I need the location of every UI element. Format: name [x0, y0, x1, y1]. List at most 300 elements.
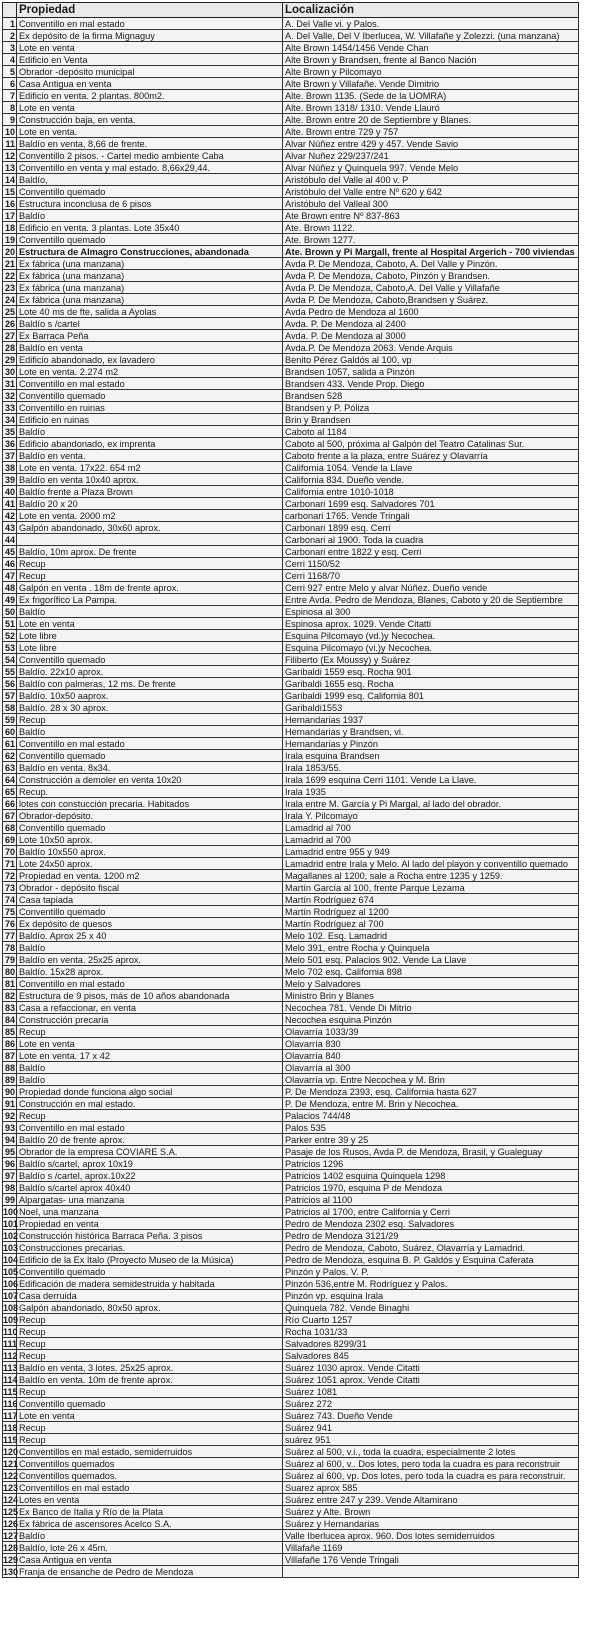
row-number: 78 [3, 942, 17, 954]
row-property: Casa tapiada [17, 894, 283, 906]
row-number: 120 [3, 1446, 19, 1457]
row-number: 28 [3, 342, 17, 354]
row-number: 81 [3, 978, 17, 990]
row-number: 115 [3, 1386, 18, 1397]
row-location: Espinosa al 300 [283, 606, 579, 618]
row-number: 111 [3, 1338, 18, 1349]
table-row [3, 1194, 579, 1206]
row-number: 105 [3, 1266, 19, 1277]
table-row [3, 318, 579, 330]
row-number: 33 [3, 402, 17, 414]
table-row [3, 114, 579, 126]
row-number: 116 [3, 1398, 18, 1409]
header-location: Localización [283, 3, 579, 18]
row-location: Irala 1853/55. [283, 762, 579, 774]
table-row [3, 930, 579, 942]
table-row [3, 474, 579, 486]
row-number: 54 [3, 654, 17, 666]
table-row [3, 1326, 579, 1338]
table-row [3, 1134, 579, 1146]
table-row [3, 258, 579, 270]
row-property: Obrador de la empresa COVIARE S.A. [17, 1146, 283, 1158]
row-location: Alvar Núñez y Quinquela 997. Vende Melo [283, 162, 579, 174]
row-location: Necochea esquina Pinzón [283, 1014, 579, 1026]
table-row [3, 1062, 579, 1074]
table-row [3, 1086, 579, 1098]
property-table [2, 2, 579, 1578]
table-row [3, 582, 579, 594]
row-number: 30 [3, 366, 17, 378]
row-property: Baldío s /cartel, aprox.10x22 [17, 1170, 283, 1182]
row-location: Carbonari entre 1822 y esq. Cerri [283, 546, 579, 558]
table-row [3, 306, 579, 318]
row-property: Conventillo en mal estado [17, 978, 283, 990]
table-row [3, 678, 579, 690]
row-location: Suárez al 500, v.i., toda la cuadra, especialmente 2 lotes [283, 1446, 579, 1458]
row-number: 94 [3, 1134, 17, 1146]
row-property: Construcción precaria [17, 1014, 283, 1026]
row-property: Lote en venta. 2.274 m2 [17, 366, 283, 378]
row-property: Baldío, lote 26 x 45m. [17, 1542, 283, 1554]
row-number: 102 [3, 1230, 19, 1241]
row-location: Cerri 927 entre Melo y alvar Núñez. Dueño vende [283, 582, 579, 594]
row-location: Patricios 1402 esquina Quinquela 1298 [283, 1170, 579, 1182]
row-property: Baldío, 10m aprox. De frente [17, 546, 283, 558]
row-property: Alpargatas- una manzana [17, 1194, 283, 1206]
row-number: 20 [3, 246, 17, 258]
row-number: 37 [3, 450, 17, 462]
table-row [3, 294, 579, 306]
row-number: 27 [3, 330, 17, 342]
table-row [3, 1458, 579, 1470]
table-row [3, 1026, 579, 1038]
table-row [3, 1302, 579, 1314]
table-row [3, 630, 579, 642]
row-number: 114 [3, 1374, 18, 1385]
row-location: Cerri 1168/70 [283, 570, 579, 582]
table-row [3, 330, 579, 342]
row-number: 126 [3, 1518, 19, 1529]
row-number: 15 [3, 186, 17, 198]
table-row [3, 858, 579, 870]
row-property: Baldío [17, 606, 283, 618]
row-property: Recup [17, 1326, 283, 1338]
row-number: 128 [3, 1542, 19, 1553]
table-row [3, 510, 579, 522]
row-location: Olavarría vp. Entre Necochea y M. Brin [283, 1074, 579, 1086]
row-property: Propiedad en venta [17, 1218, 283, 1230]
row-location: Avda P. De Mendoza, Caboto,Brandsen y Suárez. [283, 294, 579, 306]
row-number: 85 [3, 1026, 17, 1038]
row-location: Irala entre M. García y Pi Margal, al lado del obrador. [283, 798, 579, 810]
table-row [3, 366, 579, 378]
row-property: Baldío [17, 1074, 283, 1086]
row-location: Ministro Brin y Blanes [283, 990, 579, 1002]
table-row [3, 642, 579, 654]
row-location: Olavarría 840 [283, 1050, 579, 1062]
row-number: 89 [3, 1074, 17, 1086]
row-location: Garibaldi 1999 esq. California 801 [283, 690, 579, 702]
row-location: Garibaldi 1559 esq. Rocha 901 [283, 666, 579, 678]
table-row [3, 534, 579, 546]
table-row [3, 546, 579, 558]
row-location: Pinzón y Palos. V. P. [283, 1266, 579, 1278]
row-number: 68 [3, 822, 17, 834]
table-row [3, 1554, 579, 1566]
row-property: Lotes en venta [17, 1494, 283, 1506]
table-row [3, 1218, 579, 1230]
row-number: 55 [3, 666, 17, 678]
table-row [3, 918, 579, 930]
row-location: Martín García al 100, frente Parque Lezama [283, 882, 579, 894]
row-property: Lote en venta. [17, 126, 283, 138]
row-number: 64 [3, 774, 17, 786]
row-number: 109 [3, 1314, 19, 1325]
table-row [3, 906, 579, 918]
row-property: Conventillo quemado [17, 1266, 283, 1278]
table-row [3, 1230, 579, 1242]
row-location: Alte Brown y Brandsen, frente al Banco Nación [283, 54, 579, 66]
row-location: Parker entre 39 y 25 [283, 1134, 579, 1146]
row-location: Caboto frente a la plaza, entre Suárez y Olavarría [283, 450, 579, 462]
row-location: Brin y Brandsen [283, 414, 579, 426]
row-location: Ate. Brown 1277. [283, 234, 579, 246]
row-location: Brandsen 1057, salida a Pinzón [283, 366, 579, 378]
row-location: Avda P. De Mendoza, Caboto, Pinzón y Brandsen. [283, 270, 579, 282]
row-location: Brandsen y P. Póliza [283, 402, 579, 414]
row-number: 75 [3, 906, 17, 918]
row-property: Baldío [17, 1530, 283, 1542]
row-number: 56 [3, 678, 17, 690]
table-row [3, 426, 579, 438]
row-number: 22 [3, 270, 17, 282]
row-number: 92 [3, 1110, 17, 1122]
table-row [3, 570, 579, 582]
row-property: Conventillos en mal estado [17, 1482, 283, 1494]
row-property [17, 534, 283, 546]
row-property: Ex fábrica (una manzana) [17, 270, 283, 282]
row-property: Lote en venta [17, 1038, 283, 1050]
row-property: Lote 24x50 aprox. [17, 858, 283, 870]
row-location: Martín Rodríguez al 1200 [283, 906, 579, 918]
row-property: Recup [17, 1026, 283, 1038]
table-row [3, 1206, 579, 1218]
table-row [3, 1314, 579, 1326]
row-number: 107 [3, 1290, 19, 1301]
row-property: Edificio en venta. 2 plantas. 800m2. [17, 90, 283, 102]
row-location: Olavarría 1033/39 [283, 1026, 579, 1038]
table-row [3, 558, 579, 570]
row-property: Recup [17, 1110, 283, 1122]
table-row [3, 690, 579, 702]
row-location: Caboto al 500, próxima al Galpón del Teatro Catalinas Sur. [283, 438, 579, 450]
row-location: Hernandarias 1937 [283, 714, 579, 726]
table-row [3, 126, 579, 138]
row-location: Alte Brown y Pilcomayo [283, 66, 579, 78]
row-property: Baldío en venta. 10m de frente aprox. [17, 1374, 283, 1386]
row-location: Alvar Núñez entre 429 y 457. Vende Savio [283, 138, 579, 150]
row-number: 108 [3, 1302, 19, 1313]
row-location: Brandsen 433. Vende Prop. Diego [283, 378, 579, 390]
row-property: Noel, una manzana [17, 1206, 283, 1218]
row-number: 1 [3, 18, 17, 30]
table-row [3, 894, 579, 906]
row-location: Avda. P. De Mendoza al 3000 [283, 330, 579, 342]
row-location: Alte. Brown entre 729 y 757 [283, 126, 579, 138]
table-row [3, 1074, 579, 1086]
row-property: Recup [17, 714, 283, 726]
row-property: Baldío en venta. 8x34. [17, 762, 283, 774]
row-location: Avda. P. De Mendoza al 2400 [283, 318, 579, 330]
row-property: Propiedad donde funciona algo social [17, 1086, 283, 1098]
row-number: 50 [3, 606, 17, 618]
table-row [3, 402, 579, 414]
row-number: 119 [3, 1434, 18, 1445]
row-number: 80 [3, 966, 17, 978]
row-location: Cerri 1150/52 [283, 558, 579, 570]
row-property: Baldío [17, 210, 283, 222]
row-number: 11 [3, 138, 17, 150]
row-property: Ex depósito de la firma Mignaguy [17, 30, 283, 42]
row-property: Baldío. 28 x 30 aprox. [17, 702, 283, 714]
row-property: Conventillo en mal estado [17, 1122, 283, 1134]
row-property: Estructura de Almagro Construcciones, abandonada [17, 246, 283, 258]
row-property: Conventillo quemado [17, 750, 283, 762]
table-row [3, 1350, 579, 1362]
row-location: Alvar Nuñez 229/237/241 [283, 150, 579, 162]
row-number: 29 [3, 354, 17, 366]
row-property: Baldío frente a Plaza Brown [17, 486, 283, 498]
row-location: Irala 1699 esquina Cerri 1101. Vende La Llave. [283, 774, 579, 786]
table-row [3, 498, 579, 510]
row-number: 46 [3, 558, 17, 570]
row-property: Conventillo 2 pisos. - Cartel medio ambiente Caba [17, 150, 283, 162]
table-row [3, 210, 579, 222]
row-property: Edificio abandonado, ex lavadero [17, 354, 283, 366]
row-property: Edificación de madera semidestruida y habitada [17, 1278, 283, 1290]
row-number: 7 [3, 90, 17, 102]
row-number: 42 [3, 510, 17, 522]
row-number: 73 [3, 882, 17, 894]
table-row [3, 270, 579, 282]
table-row [3, 1122, 579, 1134]
row-number: 117 [3, 1410, 18, 1421]
row-property: Baldío 10x550 aprox. [17, 846, 283, 858]
row-property: Baldío. 22x10 aprox. [17, 666, 283, 678]
table-row [3, 1266, 579, 1278]
row-number: 65 [3, 786, 17, 798]
table-row [3, 666, 579, 678]
row-property: Construcciones precarias. [17, 1242, 283, 1254]
row-number: 61 [3, 738, 17, 750]
row-property: Ex depósito de quesos [17, 918, 283, 930]
row-property: Conventillo en mal estado [17, 738, 283, 750]
row-number: 3 [3, 42, 17, 54]
row-location: Ate. Brown y Pi Margall, frente al Hospital Argerich - 700 viviendas [283, 246, 579, 258]
table-row [3, 966, 579, 978]
row-number: 121 [3, 1458, 19, 1469]
table-row [3, 354, 579, 366]
table-row [3, 1362, 579, 1374]
row-location: Aristóbulo del Valleal 300 [283, 198, 579, 210]
row-number: 40 [3, 486, 17, 498]
row-number: 63 [3, 762, 17, 774]
table-row [3, 1146, 579, 1158]
row-property: Ex fábrica (una manzana) [17, 258, 283, 270]
row-property: Baldío [17, 726, 283, 738]
row-property: Recup [17, 1434, 283, 1446]
row-property: Baldío s/cartel, aprox 10x19 [17, 1158, 283, 1170]
row-location: Filiberto (Ex Moussy) y Suárez [283, 654, 579, 666]
row-location: Villafañe 1169 [283, 1542, 579, 1554]
row-number: 118 [3, 1422, 18, 1433]
table-row [3, 1422, 579, 1434]
row-number: 91 [3, 1098, 17, 1110]
row-property: Obrador-depósito. [17, 810, 283, 822]
row-property: Baldío en venta. 25x25 aprox. [17, 954, 283, 966]
row-location: California 834. Dueño vende. [283, 474, 579, 486]
table-row [3, 1482, 579, 1494]
table-row [3, 246, 579, 258]
row-number: 130 [3, 1566, 19, 1577]
row-location: Suarez aprox 585 [283, 1482, 579, 1494]
row-property: Conventillo quemado [17, 186, 283, 198]
row-number: 93 [3, 1122, 17, 1134]
row-property: Recup [17, 1422, 283, 1434]
row-location: Melo y Salvadores [283, 978, 579, 990]
row-number: 58 [3, 702, 17, 714]
row-number: 5 [3, 66, 17, 78]
row-property: Baldío en venta, 8,66 de frente. [17, 138, 283, 150]
row-number: 24 [3, 294, 17, 306]
row-property: Conventillos quemados. [17, 1470, 283, 1482]
row-location: Suárez al 600, vp. Dos lotes, pero toda la cuadra es para reconstruir. [283, 1470, 579, 1482]
row-number: 83 [3, 1002, 17, 1014]
row-location: Lamadrid al 700 [283, 834, 579, 846]
table-row [3, 1002, 579, 1014]
row-location: Brandsen 528 [283, 390, 579, 402]
row-location: Aristóbulo del Valle entre Nº 620 y 642 [283, 186, 579, 198]
row-property: Ex fábrica (una manzana) [17, 294, 283, 306]
row-number: 6 [3, 78, 17, 90]
row-property: Baldío s /cartel [17, 318, 283, 330]
row-number: 104 [3, 1254, 19, 1265]
row-location: Suárez 1081 [283, 1386, 579, 1398]
row-number: 34 [3, 414, 17, 426]
row-number: 100 [3, 1206, 19, 1217]
row-number: 45 [3, 546, 17, 558]
row-property: Baldío [17, 426, 283, 438]
row-location: Suárez 1030 aprox. Vende Citatti [283, 1362, 579, 1374]
row-property: Recup [17, 558, 283, 570]
table-row [3, 162, 579, 174]
row-property: Conventillo quemado [17, 654, 283, 666]
row-property: Construcción en mal estado. [17, 1098, 283, 1110]
row-number: 53 [3, 642, 17, 654]
table-row [3, 1530, 579, 1542]
table-row [3, 1290, 579, 1302]
row-number: 49 [3, 594, 17, 606]
row-property: Lote en venta. 2000 m2 [17, 510, 283, 522]
row-number: 62 [3, 750, 17, 762]
row-number: 52 [3, 630, 17, 642]
row-number: 110 [3, 1326, 18, 1337]
row-number: 51 [3, 618, 17, 630]
row-number: 57 [3, 690, 17, 702]
table-row [3, 78, 579, 90]
row-number: 66 [3, 798, 17, 810]
row-property: Lote en venta. 17 x 42 [17, 1050, 283, 1062]
table-row [3, 1518, 579, 1530]
row-property: lotes con constucción precaria. Habitados [17, 798, 283, 810]
row-property: Baldío 20 de frente aprox. [17, 1134, 283, 1146]
header-row [3, 3, 579, 18]
row-property: Ex fábrica (una manzana) [17, 282, 283, 294]
table-row [3, 846, 579, 858]
row-location: Lamadrid al 700 [283, 822, 579, 834]
row-property: Conventillo en mal estado [17, 18, 283, 30]
row-location: Villafañe 176 Vende Tringali [283, 1554, 579, 1566]
table-row [3, 786, 579, 798]
row-property: Baldío [17, 1062, 283, 1074]
row-number: 67 [3, 810, 17, 822]
row-location: Suárez 743. Dueño Vende [283, 1410, 579, 1422]
row-location: Martín Rodríguez al 700 [283, 918, 579, 930]
table-row [3, 834, 579, 846]
row-location: Palacios 744/48 [283, 1110, 579, 1122]
row-location: Hernandarias y Pinzón [283, 738, 579, 750]
row-number: 86 [3, 1038, 17, 1050]
row-property: Conventillo quemado [17, 906, 283, 918]
table-row [3, 1014, 579, 1026]
table-row [3, 1410, 579, 1422]
row-property: Baldío en venta, 3 lotes. 25x25 aprox. [17, 1362, 283, 1374]
row-number: 101 [3, 1218, 19, 1229]
row-number: 71 [3, 858, 17, 870]
row-property: Baldío en venta. [17, 450, 283, 462]
row-location: A. Del Valle vi. y Palos. [283, 18, 579, 30]
row-property: Edificio abandonado, ex imprenta [17, 438, 283, 450]
row-number: 125 [3, 1506, 19, 1517]
table-row [3, 150, 579, 162]
row-location: Carbonari al 1900. Toda la cuadra [283, 534, 579, 546]
row-property: Baldío s/cartel aprox 40x40 [17, 1182, 283, 1194]
table-row [3, 1098, 579, 1110]
table-row [3, 738, 579, 750]
row-location: Avda P. De Mendoza, Caboto,A. Del Valle y Villafañe [283, 282, 579, 294]
table-row [3, 1278, 579, 1290]
row-location: suárez 951 [283, 1434, 579, 1446]
table-row [3, 1038, 579, 1050]
row-property: Baldío, [17, 174, 283, 186]
row-number: 48 [3, 582, 17, 594]
row-number: 18 [3, 222, 17, 234]
row-property: Construcción histórica Barraca Peña. 3 pisos [17, 1230, 283, 1242]
row-number: 36 [3, 438, 17, 450]
table-row [3, 414, 579, 426]
row-location: Espinosa aprox. 1029. Vende Citatti [283, 618, 579, 630]
row-location: Caboto al 1184 [283, 426, 579, 438]
row-location: Avda Pedro de Mendoza al 1600 [283, 306, 579, 318]
row-location: Benito Pérez Galdós al 100, vp [283, 354, 579, 366]
row-number: 32 [3, 390, 17, 402]
row-location: Lamadrid entre 955 y 949 [283, 846, 579, 858]
row-number: 129 [3, 1554, 19, 1565]
table-row [3, 1386, 579, 1398]
header-number [3, 3, 17, 18]
row-property: Construcción a demoler en venta 10x20 [17, 774, 283, 786]
row-number: 127 [3, 1530, 19, 1541]
